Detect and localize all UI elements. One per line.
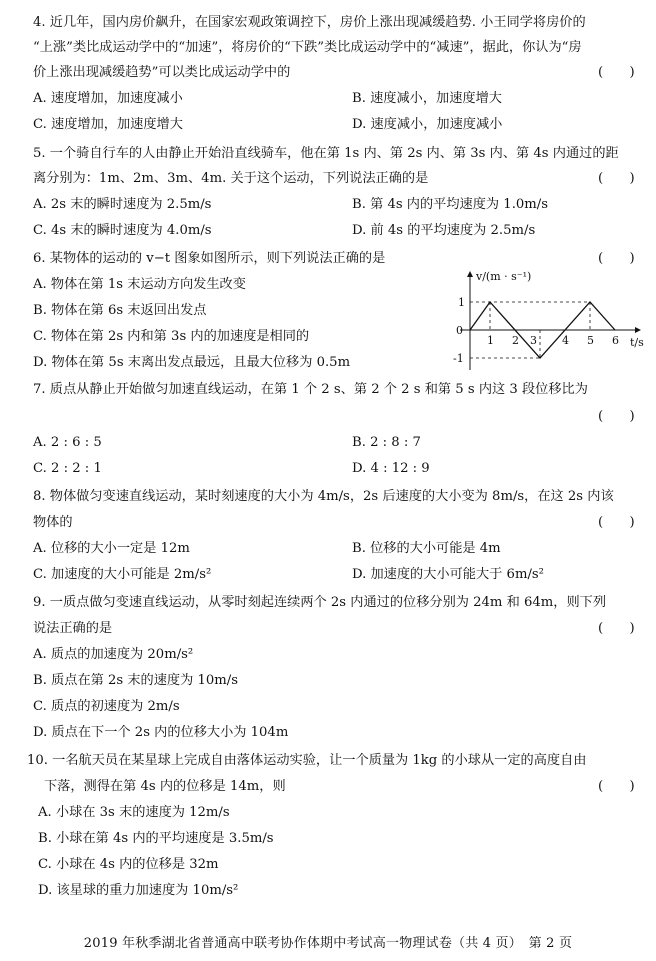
q9-answer-paren: ( ) xyxy=(598,621,635,636)
q5-answer-paren: ( ) xyxy=(598,171,635,186)
graph-x-axis-label: t/s xyxy=(630,336,644,349)
q4-stem-line3: 价上涨出现减缓趋势”可以类比成运动学中的 xyxy=(33,65,291,80)
q5-stem-line1: 5. 一个骑自行车的人由静止开始沿直线骑车，他在第 1s 内、第 2s 内、第 3s 内、第 4s 内通过的距 xyxy=(33,146,619,161)
q4-option-c: C. 速度增加，加速度增大 xyxy=(33,117,183,132)
q10-option-a: A. 小球在 3s 末的速度为 12m/s xyxy=(38,805,230,820)
q5-option-a: A. 2s 末的瞬时速度为 2.5m/s xyxy=(33,197,212,212)
q6-option-c: C. 物体在第 2s 内和第 3s 内的加速度是相同的 xyxy=(33,329,310,344)
q6-answer-paren: ( ) xyxy=(598,251,635,266)
q8-answer-paren: ( ) xyxy=(598,515,635,530)
graph-y-axis-label: v/(m · s⁻¹) xyxy=(476,270,532,283)
q10-option-b: B. 小球在第 4s 内的平均速度是 3.5m/s xyxy=(38,831,274,846)
graph-y-tick-1: 1 xyxy=(458,296,465,309)
q10-stem-line2: 下落，测得在第 4s 内的位移是 14m，则 xyxy=(44,779,286,794)
q5-option-c: C. 4s 末的瞬时速度为 4.0m/s xyxy=(33,223,212,238)
q7-option-a: A. 2 : 6 : 5 xyxy=(33,435,102,450)
q6-stem-line1: 6. 某物体的运动的 v−t 图象如图所示，则下列说法正确的是 xyxy=(33,251,386,266)
q6-option-d: D. 物体在第 5s 末离出发点最远，且最大位移为 0.5m xyxy=(33,355,351,370)
graph-x-tick-1: 1 xyxy=(487,334,494,347)
q9-option-d: D. 质点在下一个 2s 内的位移大小为 104m xyxy=(33,725,289,740)
q4-answer-paren: ( ) xyxy=(598,65,635,80)
q4-option-d: D. 速度减小，加速度减小 xyxy=(352,117,503,132)
page-footer: 2019 年秋季湖北省普通高中联考协作体期中考试高一物理试卷（共 4 页） 第 2 页 xyxy=(83,936,573,951)
q6-vt-graph xyxy=(448,268,648,378)
q6-option-b: B. 物体在第 6s 末返回出发点 xyxy=(33,303,207,318)
q5-option-d: D. 前 4s 的平均速度为 2.5m/s xyxy=(352,223,536,238)
q10-stem-line1: 10. 一名航天员在某星球上完成自由落体运动实验，让一个质量为 1kg 的小球从一定的高度自由 xyxy=(27,753,587,768)
q9-option-b: B. 质点在第 2s 末的速度为 10m/s xyxy=(33,673,238,688)
graph-x-tick-4: 4 xyxy=(562,334,569,347)
q7-answer-paren: ( ) xyxy=(598,409,635,424)
graph-origin-label: 0 xyxy=(456,324,463,337)
q9-option-c: C. 质点的初速度为 2m/s xyxy=(33,699,180,714)
q5-option-b: B. 第 4s 内的平均速度为 1.0m/s xyxy=(352,197,548,212)
q4-stem-line1: 4. 近几年，国内房价飙升，在国家宏观政策调控下，房价上涨出现减缓趋势. 小王同学将房价的 xyxy=(33,15,586,30)
q4-option-a: A. 速度增加，加速度减小 xyxy=(33,91,183,106)
q4-option-b: B. 速度减小，加速度增大 xyxy=(352,91,502,106)
q8-stem-line2: 物体的 xyxy=(33,515,73,530)
graph-y-tick-minus-1: -1 xyxy=(453,352,464,365)
q8-option-a: A. 位移的大小一定是 12m xyxy=(33,541,190,556)
q7-option-c: C. 2 : 2 : 1 xyxy=(33,461,102,476)
q8-stem-line1: 8. 物体做匀变速直线运动，某时刻速度的大小为 4m/s，2s 后速度的大小变为 8m/s，在这 2s 内该 xyxy=(33,489,614,504)
graph-x-tick-3: 3 xyxy=(530,334,537,347)
q9-option-a: A. 质点的加速度为 20m/s² xyxy=(33,647,194,662)
q10-option-c: C. 小球在 4s 内的位移是 32m xyxy=(38,857,219,872)
graph-x-tick-5: 5 xyxy=(587,334,594,347)
q10-answer-paren: ( ) xyxy=(598,779,635,794)
q4-stem-line2: “上涨”类比成运动学中的“加速”，将房价的“下跌”类比成运动学中的“减速”，据此，你认为“房 xyxy=(33,40,582,55)
q9-stem-line1: 9. 一质点做匀变速直线运动，从零时刻起连续两个 2s 内通过的位移分别为 24m 和 64m，则下列 xyxy=(33,595,607,610)
q5-stem-line2: 离分别为：1m、2m、3m、4m. 关于这个运动，下列说法正确的是 xyxy=(33,171,429,186)
q10-option-d: D. 该星球的重力加速度为 10m/s² xyxy=(38,883,239,898)
q7-option-d: D. 4 : 12 : 9 xyxy=(352,461,430,476)
graph-x-tick-2: 2 xyxy=(512,334,519,347)
graph-x-tick-6: 6 xyxy=(612,334,619,347)
q8-option-d: D. 加速度的大小可能大于 6m/s² xyxy=(352,567,544,582)
q7-option-b: B. 2 : 8 : 7 xyxy=(352,435,421,450)
q7-stem-line1: 7. 质点从静止开始做匀加速直线运动，在第 1 个 2 s、第 2 个 2 s 和第 5 s 内这 3 段位移比为 xyxy=(33,382,588,397)
q6-option-a: A. 物体在第 1s 末运动方向发生改变 xyxy=(33,277,246,292)
q8-option-c: C. 加速度的大小可能是 2m/s² xyxy=(33,567,212,582)
q9-stem-line2: 说法正确的是 xyxy=(33,621,113,636)
q8-option-b: B. 位移的大小可能是 4m xyxy=(352,541,501,556)
